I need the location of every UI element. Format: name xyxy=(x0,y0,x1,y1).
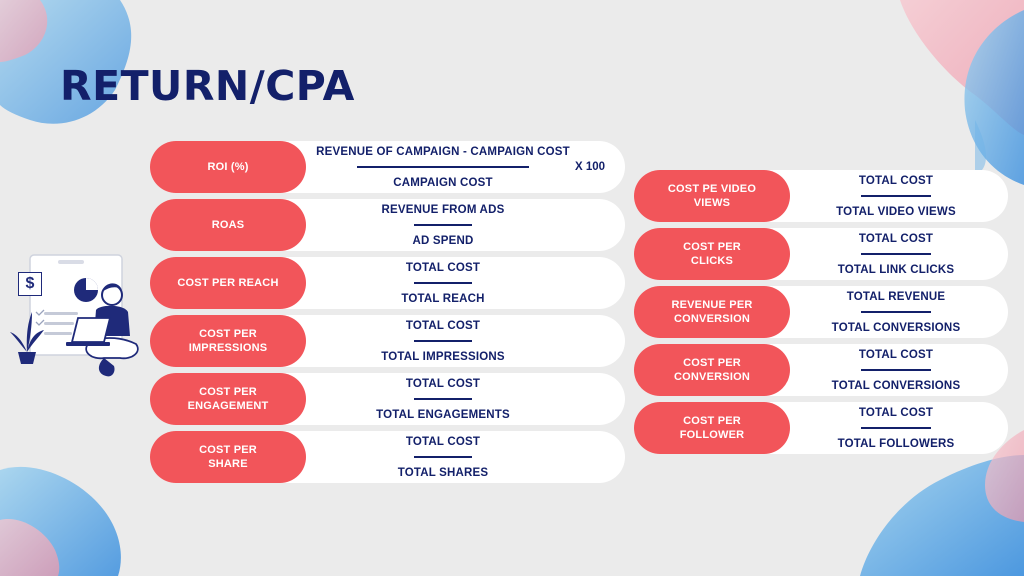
metric-formula xyxy=(350,257,536,309)
fraction-bar xyxy=(414,224,472,226)
fraction-bar xyxy=(414,340,472,342)
formula-numerator: TOTAL COST xyxy=(858,232,934,245)
metric-label: COST PER ENGAGEMENT xyxy=(150,373,306,425)
formula-denominator: CAMPAIGN COST xyxy=(393,176,493,189)
fraction-bar xyxy=(414,456,472,458)
fraction-bar xyxy=(414,282,472,284)
formula-numerator: TOTAL COST xyxy=(405,261,481,274)
metric-row-revenue-per-conversion xyxy=(634,286,1008,338)
metric-formula xyxy=(806,402,986,454)
formula-numerator: REVENUE FROM ADS xyxy=(381,203,505,216)
metric-formula xyxy=(350,199,536,251)
metric-label: COST PER CLICKS xyxy=(634,228,790,280)
metric-row-cost-per-video-views xyxy=(634,170,1008,222)
metric-row-cost-per-conversion xyxy=(634,344,1008,396)
formula-denominator: TOTAL ENGAGEMENTS xyxy=(376,408,510,421)
currency-sign: $ xyxy=(18,272,42,296)
metric-label: COST PER IMPRESSIONS xyxy=(150,315,306,367)
metric-formula xyxy=(806,344,986,396)
formula-numerator: TOTAL COST xyxy=(858,174,934,187)
metric-label: REVENUE PER CONVERSION xyxy=(634,286,790,338)
metric-label: COST PER SHARE xyxy=(150,431,306,483)
metric-row-cost-per-reach xyxy=(150,257,625,309)
metric-label: ROI (%) xyxy=(150,141,306,193)
metric-formula xyxy=(806,170,986,222)
metric-formula xyxy=(350,315,536,367)
metric-row-cost-per-follower xyxy=(634,402,1008,454)
formula-denominator: TOTAL VIDEO VIEWS xyxy=(836,205,956,218)
metric-row-roi xyxy=(150,141,625,193)
metric-row-cost-per-clicks xyxy=(634,228,1008,280)
page-title: RETURN/CPA xyxy=(60,62,355,110)
metric-formula xyxy=(350,373,536,425)
formula-denominator: TOTAL FOLLOWERS xyxy=(837,437,955,450)
metric-label: ROAS xyxy=(150,199,306,251)
metric-formula xyxy=(315,141,571,193)
fraction-bar xyxy=(861,253,931,255)
formula-denominator: AD SPEND xyxy=(412,234,474,247)
fraction-bar xyxy=(861,369,931,371)
formula-denominator: TOTAL LINK CLICKS xyxy=(837,263,955,276)
formula-numerator: TOTAL COST xyxy=(405,377,481,390)
formula-denominator: TOTAL SHARES xyxy=(397,466,489,479)
metric-formula xyxy=(350,431,536,483)
formula-numerator: TOTAL COST xyxy=(405,435,481,448)
formula-multiplier: X 100 xyxy=(575,161,606,173)
metric-label: COST PER CONVERSION xyxy=(634,344,790,396)
metric-row-cost-per-share xyxy=(150,431,625,483)
metric-row-cost-per-impressions xyxy=(150,315,625,367)
formula-numerator: REVENUE OF CAMPAIGN - CAMPAIGN COST xyxy=(316,145,570,158)
fraction-bar xyxy=(861,311,931,313)
formula-denominator: TOTAL IMPRESSIONS xyxy=(381,350,505,363)
metric-label: COST PE VIDEO VIEWS xyxy=(634,170,790,222)
formula-denominator: TOTAL CONVERSIONS xyxy=(831,379,961,392)
formula-denominator: TOTAL REACH xyxy=(401,292,485,305)
metric-label: COST PER REACH xyxy=(150,257,306,309)
formula-numerator: TOTAL COST xyxy=(858,406,934,419)
fraction-bar xyxy=(357,166,529,168)
metric-formula xyxy=(806,228,986,280)
metric-row-cost-per-engagement xyxy=(150,373,625,425)
fraction-bar xyxy=(414,398,472,400)
fraction-bar xyxy=(861,195,931,197)
metric-label: COST PER FOLLOWER xyxy=(634,402,790,454)
formula-denominator: TOTAL CONVERSIONS xyxy=(831,321,961,334)
formula-numerator: TOTAL COST xyxy=(858,348,934,361)
metric-row-roas xyxy=(150,199,625,251)
formula-numerator: TOTAL REVENUE xyxy=(846,290,946,303)
formula-numerator: TOTAL COST xyxy=(405,319,481,332)
fraction-bar xyxy=(861,427,931,429)
metric-formula xyxy=(806,286,986,338)
